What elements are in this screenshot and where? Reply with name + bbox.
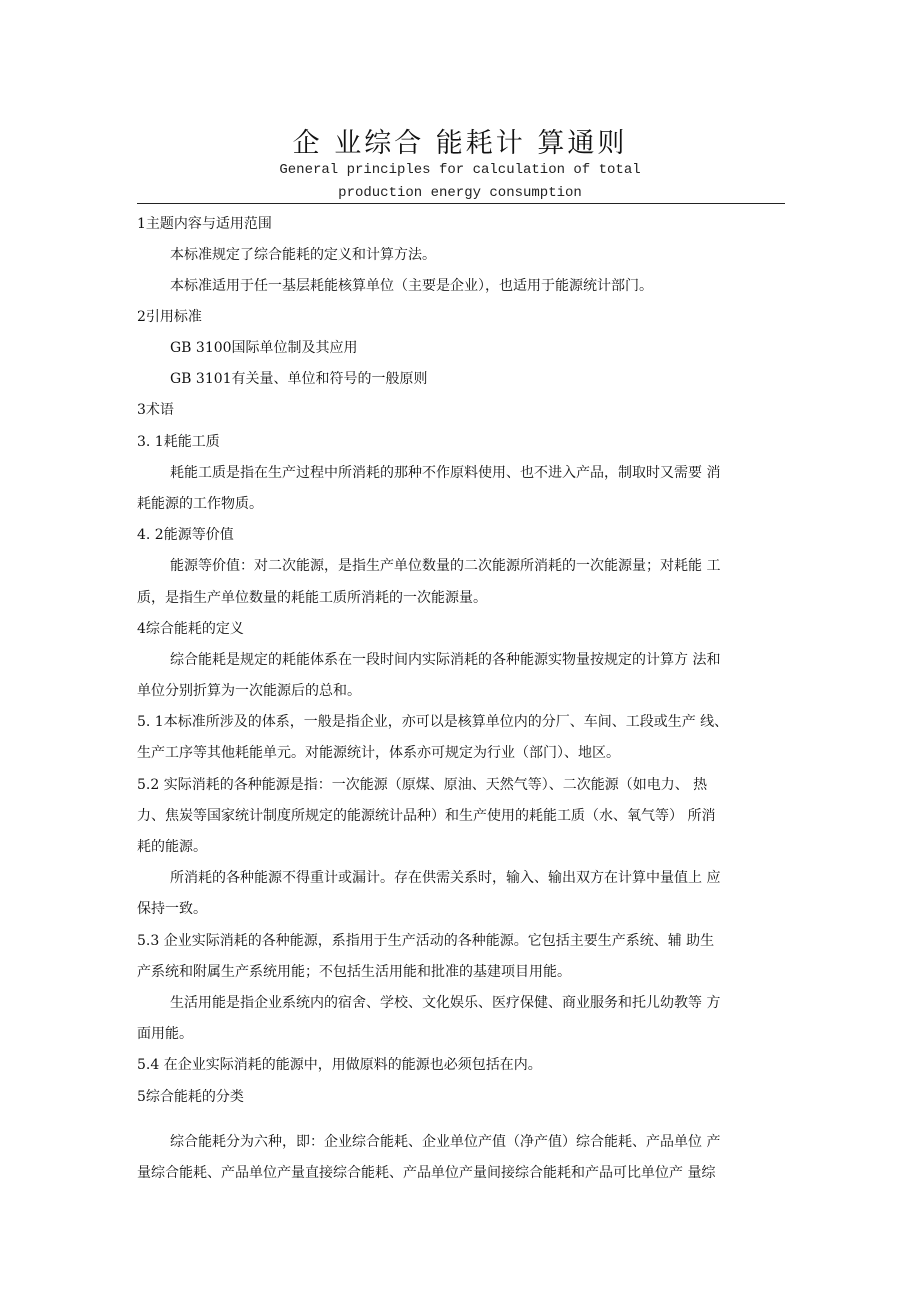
paragraph-line: 5.3 企业实际消耗的各种能源，系指用于生产活动的各种能源。它包括主要生产系统、辅 助生 [137, 933, 715, 949]
paragraph-line: 生产工序等其他耗能单元。对能源统计，体系亦可规定为行业（部门）、地区。 [137, 745, 620, 761]
paragraph-line: 综合能耗分为六种，即：企业综合能耗、企业单位产值（净产值）综合能耗、产品单位 产 [170, 1134, 721, 1150]
section-heading: 3术语 [137, 402, 174, 418]
paragraph-line: 耗的能源。 [137, 839, 207, 855]
paragraph: 本标准适用于任一基层耗能核算单位（主要是企业），也适用于能源统计部门。 [170, 278, 653, 294]
paragraph-line: 质，是指生产单位数量的耗能工质所消耗的一次能源量。 [137, 590, 487, 606]
reference-item: GB 3100国际单位制及其应用 [170, 340, 358, 356]
reference-item: GB 3101有关量、单位和符号的一般原则 [170, 371, 428, 387]
paragraph-line: 5.2 实际消耗的各种能源是指：一次能源（原煤、原油、天然气等）、二次能源（如电力、 热 [137, 777, 708, 793]
header-rule [137, 203, 785, 204]
paragraph-line: 力、焦炭等国家统计制度所规定的能源统计品种）和生产使用的耗能工质（水、氧气等） 所消 [137, 808, 716, 824]
paragraph-line: 能源等价值：对二次能源，是指生产单位数量的二次能源所消耗的一次能源量；对耗能 工 [170, 558, 721, 574]
paragraph: 本标准规定了综合能耗的定义和计算方法。 [170, 247, 436, 263]
paragraph-line: 保持一致。 [137, 901, 207, 917]
paragraph-line: 耗能源的工作物质。 [137, 496, 263, 512]
section-heading: 2引用标准 [137, 309, 202, 325]
document-title: 企 业综合 能耗计 算通则 [292, 128, 628, 159]
english-subtitle-line-1: General principles for calculation of total [279, 162, 641, 178]
paragraph-line: 产系统和附属生产系统用能；不包括生活用能和批准的基建项目用能。 [137, 964, 571, 980]
paragraph-line: 综合能耗是规定的耗能体系在一段时间内实际消耗的各种能源实物量按规定的计算方 法和 [170, 652, 721, 668]
paragraph-line: 耗能工质是指在生产过程中所消耗的那种不作原料使用、也不进入产品，制取时又需要 消 [170, 465, 721, 481]
paragraph-line: 5.4 在企业实际消耗的能源中，用做原料的能源也必须包括在内。 [137, 1057, 542, 1073]
paragraph-line: 生活用能是指企业系统内的宿舍、学校、文化娱乐、医疗保健、商业服务和托儿幼教等 方 [170, 995, 721, 1011]
paragraph-line: 所消耗的各种能源不得重计或漏计。存在供需关系时，输入、输出双方在计算中量值上 应 [170, 870, 721, 886]
section-heading: 4综合能耗的定义 [137, 621, 244, 637]
english-subtitle-line-2: production energy consumption [338, 185, 582, 201]
paragraph-line: 面用能。 [137, 1026, 193, 1042]
subsection-heading: 4. 2能源等价值 [137, 527, 234, 543]
section-heading: 1主题内容与适用范围 [137, 216, 272, 232]
section-heading: 5综合能耗的分类 [137, 1089, 244, 1105]
paragraph-line: 单位分别折算为一次能源后的总和。 [137, 683, 361, 699]
paragraph-line: 5. 1本标准所涉及的体系，一般是指企业，亦可以是核算单位内的分厂、车间、工段或生产 线、 [137, 714, 729, 730]
subsection-heading: 3. 1耗能工质 [137, 434, 220, 450]
paragraph-line: 量综合能耗、产品单位产量直接综合能耗、产品单位产量间接综合能耗和产品可比单位产 量综 [137, 1165, 716, 1181]
